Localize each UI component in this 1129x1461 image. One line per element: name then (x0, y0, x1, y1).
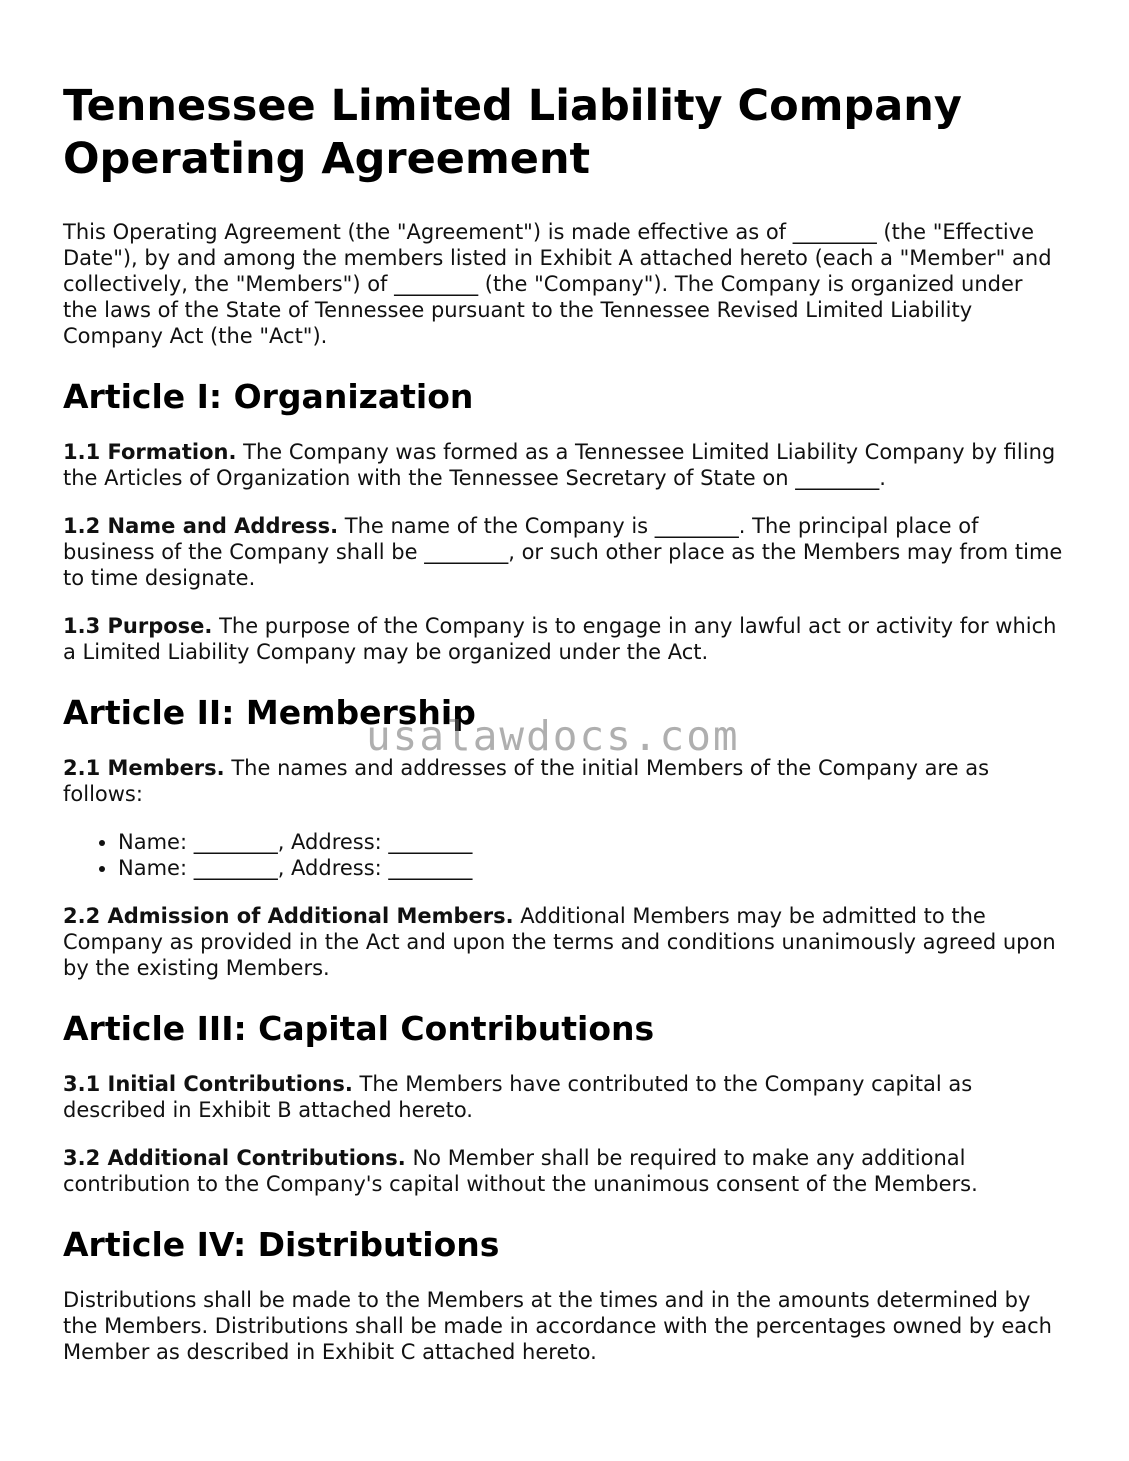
section-2-1-label: 2.1 Members. (63, 756, 225, 780)
article-2-heading: Article II: Membership (63, 693, 476, 732)
section-3-2-text: No Member shall be required to make any additional contribution to the Company's capital without the unanimous consent of the Members. (63, 1146, 978, 1196)
section-1-2 (63, 513, 1063, 591)
member-list (63, 829, 1063, 881)
section-2-2-label: 2.2 Admission of Additional Members. (63, 904, 514, 928)
article-3-heading: Article III: Capital Contributions (63, 1009, 655, 1048)
section-3-2-label: 3.2 Additional Contributions. (63, 1146, 406, 1170)
document-title: Tennessee Limited Liability Company Operating Agreement (63, 81, 962, 184)
section-3-1-text: The Members have contributed to the Company capital as described in Exhibit B attached hereto. (63, 1072, 973, 1122)
section-1-3-text: The purpose of the Company is to engage in any lawful act or activity for which a Limited Liability Company may be organized under the Act. (63, 614, 1057, 664)
section-3-1-label: 3.1 Initial Contributions. (63, 1072, 353, 1096)
article-1-heading: Article I: Organization (63, 377, 474, 416)
section-3-2 (63, 1145, 1063, 1197)
section-1-2-label: 1.2 Name and Address. (63, 514, 339, 538)
section-3-1 (63, 1071, 1063, 1123)
article-4-body: Distributions shall be made to the Members at the times and in the amounts determined by the Members. Distributions shall be made in accordance with the percentages owned by each Member as described in Exhibit C attached hereto. (63, 1288, 1052, 1364)
section-1-3-label: 1.3 Purpose. (63, 614, 213, 638)
list-item: • Name: ________, Address: ________ (118, 855, 1063, 881)
section-2-1-text: The names and addresses of the initial Members of the Company are as follows: (63, 756, 990, 806)
section-1-3 (63, 613, 1063, 665)
section-1-2-text: The name of the Company is ________. The principal place of business of the Company shall be ________, or such other place as the Members may from time to time designate. (63, 514, 1063, 590)
section-1-1-label: 1.1 Formation. (63, 440, 237, 464)
watermark: usalawdocs.com (366, 712, 740, 760)
section-2-2-text: Additional Members may be admitted to the Company as provided in the Act and upon the terms and conditions unanimously agreed upon by the existing Members. (63, 904, 1056, 980)
list-item: • Name: ________, Address: ________ (118, 829, 1063, 855)
section-2-2 (63, 903, 1063, 981)
section-1-1-text: The Company was formed as a Tennessee Limited Liability Company by filing the Articles of Organization with the Tennessee Secretary of State on ________. (63, 440, 1056, 490)
section-1-1 (63, 439, 1063, 491)
section-2-1 (63, 755, 1063, 807)
article-4-heading: Article IV: Distributions (63, 1225, 500, 1264)
document-page (63, 80, 1063, 1387)
intro-paragraph: This Operating Agreement (the "Agreement") is made effective as of ________ (the "Effective Date"), by and among the members listed in Exhibit A attached hereto (each a "Member" and collectively, the "Members") of ________ (the "Company"). The Company is organized under the laws of the State of Tennessee pursuant to the Tennessee Revised Limited Liability Company Act (the "Act"). (63, 220, 1052, 348)
